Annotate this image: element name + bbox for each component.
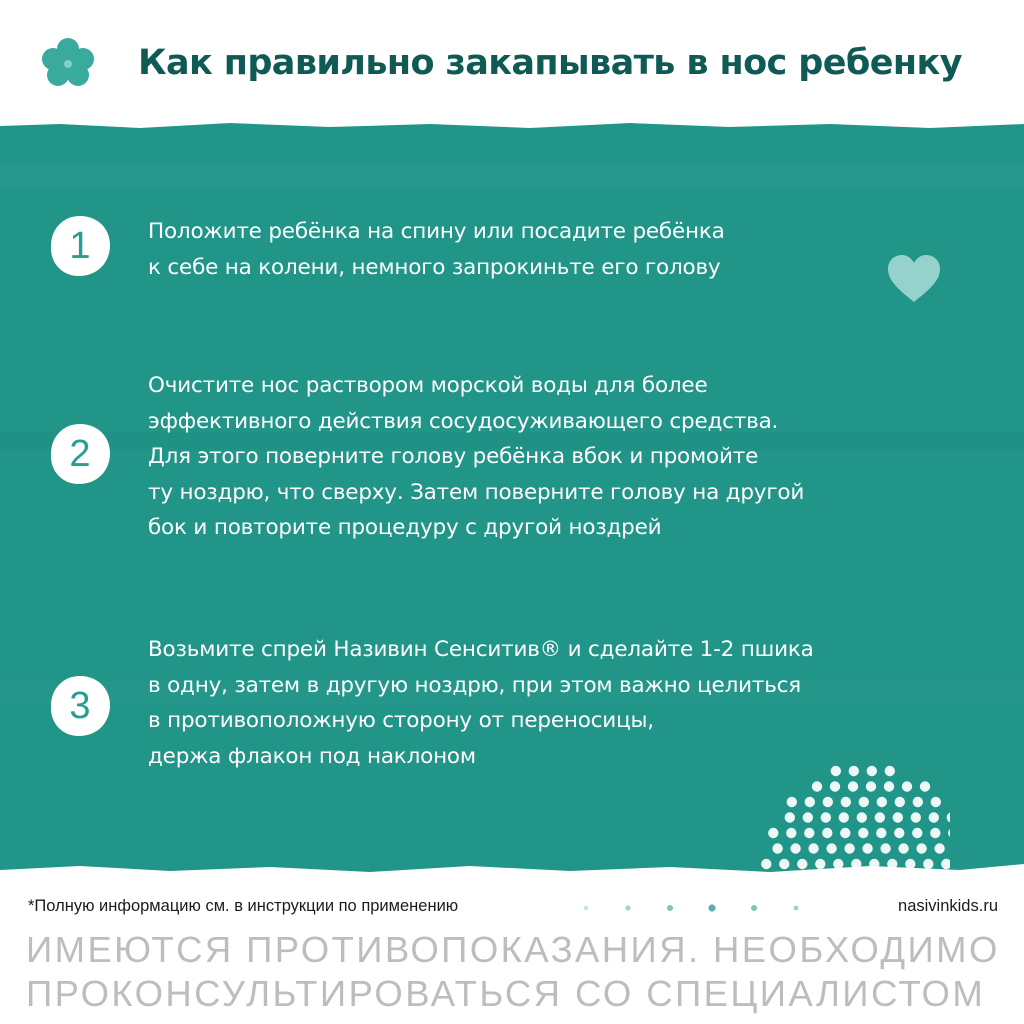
polka-dot	[880, 843, 890, 853]
polka-dot	[869, 859, 879, 869]
polka-dot	[803, 812, 813, 822]
page-title: Как правильно закапывать в нос ребенку	[138, 43, 962, 83]
polka-dot	[934, 843, 944, 853]
polka-dot	[905, 859, 915, 869]
polka-dot	[916, 843, 926, 853]
header	[0, 0, 1024, 122]
polka-dot	[840, 828, 850, 838]
polka-dot	[786, 828, 796, 838]
polka-dot	[911, 812, 921, 822]
polka-dot	[931, 797, 941, 807]
polka-dot	[867, 766, 877, 776]
polka-dot	[948, 828, 950, 838]
polka-dots-icon	[760, 754, 950, 874]
polka-dot	[785, 812, 795, 822]
polka-dot	[898, 843, 908, 853]
step-3-badge	[48, 674, 112, 738]
polka-dot	[893, 812, 903, 822]
step-1-badge	[48, 214, 112, 278]
polka-dot	[920, 781, 930, 791]
polka-dot	[894, 828, 904, 838]
polka-dot	[849, 766, 859, 776]
polka-dot	[826, 843, 836, 853]
dot-separator	[578, 898, 828, 918]
polka-dot	[858, 828, 868, 838]
polka-dot	[884, 781, 894, 791]
contraindications-warning: ИМЕЮТСЯ ПРОТИВОПОКАЗАНИЯ. НЕОБХОДИМО ПРОКОНСУЛЬТИРОВАТЬСЯ СО СПЕЦИАЛИСТОМ	[26, 929, 1000, 1014]
step-2-badge	[48, 422, 112, 486]
polka-dot	[822, 828, 832, 838]
polka-dot	[821, 812, 831, 822]
website-link[interactable]: nasivinkids.ru	[898, 897, 998, 915]
polka-dot	[887, 859, 897, 869]
polka-dot	[812, 781, 822, 791]
polka-dot	[830, 781, 840, 791]
polka-dot	[930, 828, 940, 838]
polka-dot	[851, 859, 861, 869]
polka-dot	[923, 859, 933, 869]
polka-dot	[929, 812, 939, 822]
polka-dot	[831, 766, 841, 776]
polka-dot	[902, 781, 912, 791]
polka-dot	[913, 797, 923, 807]
polka-dot	[779, 859, 789, 869]
polka-dot	[823, 797, 833, 807]
polka-dot	[768, 828, 778, 838]
polka-dot	[787, 797, 797, 807]
polka-dot	[885, 766, 895, 776]
step-3-text: Возьмите спрей Називин Сенситив® и сделайте 1-2 пшика в одну, затем в другую ноздрю, при этом важно целиться в противоположную сторону от переносицы, держа флакон под наклоном	[148, 637, 814, 769]
polka-dot	[848, 781, 858, 791]
step-1-number: 1	[69, 225, 91, 267]
polka-dot	[797, 859, 807, 869]
polka-dot	[808, 843, 818, 853]
polka-dot	[815, 859, 825, 869]
polka-dot	[857, 812, 867, 822]
step-3-number: 3	[69, 685, 91, 727]
polka-dot	[941, 859, 950, 869]
polka-dot	[876, 828, 886, 838]
footnote: *Полную информацию см. в инструкции по применению	[28, 897, 459, 915]
polka-dot	[839, 812, 849, 822]
polka-dot	[877, 797, 887, 807]
polka-dot	[912, 828, 922, 838]
polka-dot	[805, 797, 815, 807]
heart-icon	[884, 252, 944, 304]
polka-dot	[772, 843, 782, 853]
polka-dot	[804, 828, 814, 838]
flower-icon	[38, 36, 98, 90]
polka-dot	[866, 781, 876, 791]
polka-dot	[862, 843, 872, 853]
polka-dot	[895, 797, 905, 807]
polka-dot	[790, 843, 800, 853]
polka-dot	[841, 797, 851, 807]
polka-dot	[859, 797, 869, 807]
polka-dot	[761, 859, 771, 869]
polka-dot	[947, 812, 950, 822]
polka-dot	[833, 859, 843, 869]
step-2-number: 2	[69, 433, 91, 475]
polka-dot	[875, 812, 885, 822]
polka-dot	[844, 843, 854, 853]
step-2-text: Очистите нос раствором морской воды для более эффективного действия сосудосуживающего средства. Для этого поверните голову ребёнка вбок и промойте ту ноздрю, что сверху. Затем поверните голову на другой бок и повторите процедуру с другой ноздрей	[148, 373, 805, 540]
step-1-text: Положите ребёнка на спину или посадите ребёнка к себе на колени, немного запрокиньте его голову	[148, 219, 725, 280]
